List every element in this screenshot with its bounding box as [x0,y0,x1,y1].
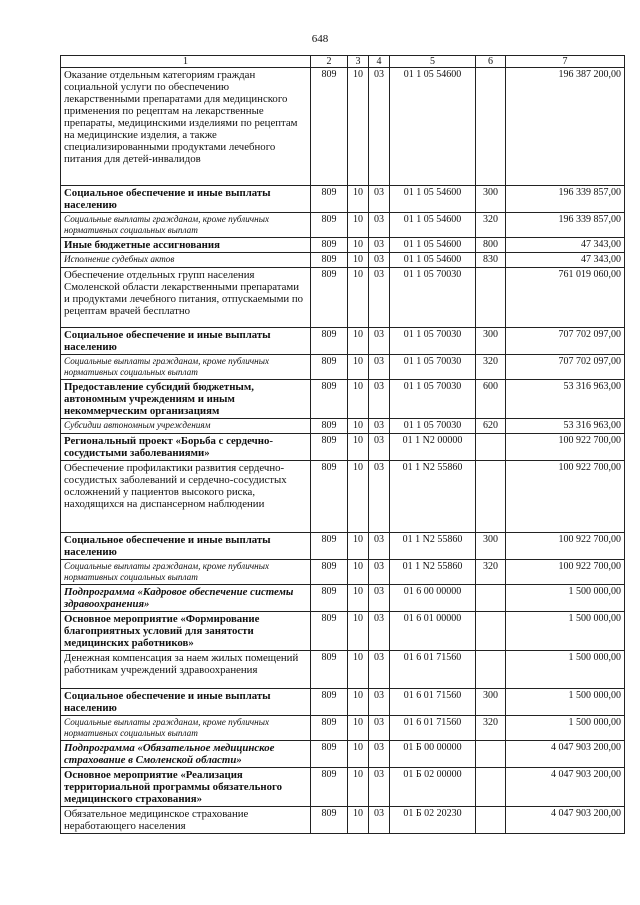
row-name-cell: Социальное обеспечение и иные выплаты населению [61,186,311,213]
ministry-code-cell: 809 [311,253,348,268]
row-name-cell: Основное мероприятие «Реализация территориальной программы обязательного медицинского страхования» [61,768,311,807]
row-name-cell: Исполнение судебных актов [61,253,311,268]
table-row [61,238,625,253]
table-row [61,355,625,380]
expense-type-cell: 300 [476,689,506,716]
expense-type-cell: 300 [476,533,506,560]
subsection-code-cell: 03 [369,716,390,741]
table-row [61,380,625,419]
row-name-cell: Денежная компенсация за наем жилых помещений работникам учреждений здравоохранения [61,651,311,689]
expense-type-cell: 800 [476,238,506,253]
budget-table [60,55,625,834]
ministry-code-cell: 809 [311,355,348,380]
target-article-cell: 01 1 05 70030 [390,328,476,355]
amount-cell: 707 702 097,00 [506,355,625,380]
amount-cell: 1 500 000,00 [506,651,625,689]
column-header: 2 [311,56,348,68]
row-name-cell: Социальное обеспечение и иные выплаты населению [61,533,311,560]
subsection-code-cell: 03 [369,612,390,651]
row-name-cell: Обязательное медицинское страхование неработающего населения [61,807,311,834]
subsection-code-cell: 03 [369,741,390,768]
ministry-code-cell: 809 [311,768,348,807]
target-article-cell: 01 1 05 54600 [390,238,476,253]
row-name-cell: Иные бюджетные ассигнования [61,238,311,253]
subsection-code-cell: 03 [369,689,390,716]
section-code-cell: 10 [348,380,369,419]
column-header: 4 [369,56,390,68]
table-row [61,419,625,434]
ministry-code-cell: 809 [311,560,348,585]
amount-cell: 1 500 000,00 [506,689,625,716]
table-row [61,585,625,612]
expense-type-cell: 320 [476,355,506,380]
section-code-cell: 10 [348,741,369,768]
row-name-cell: Региональный проект «Борьба с сердечно-сосудистыми заболеваниями» [61,434,311,461]
section-code-cell: 10 [348,807,369,834]
row-name-cell: Предоставление субсидий бюджетным, автономным учреждениям и иным некоммерческим организациям [61,380,311,419]
expense-type-cell [476,434,506,461]
amount-cell: 53 316 963,00 [506,380,625,419]
section-code-cell: 10 [348,186,369,213]
ministry-code-cell: 809 [311,741,348,768]
target-article-cell: 01 1 05 54600 [390,68,476,186]
section-code-cell: 10 [348,213,369,238]
subsection-code-cell: 03 [369,807,390,834]
ministry-code-cell: 809 [311,419,348,434]
expense-type-cell [476,768,506,807]
column-header: 7 [506,56,625,68]
amount-cell: 100 922 700,00 [506,560,625,585]
table-row [61,328,625,355]
column-header: 5 [390,56,476,68]
subsection-code-cell: 03 [369,380,390,419]
target-article-cell: 01 Б 02 20230 [390,807,476,834]
section-code-cell: 10 [348,355,369,380]
amount-cell: 53 316 963,00 [506,419,625,434]
section-code-cell: 10 [348,68,369,186]
subsection-code-cell: 03 [369,355,390,380]
ministry-code-cell: 809 [311,434,348,461]
target-article-cell: 01 1 N2 55860 [390,533,476,560]
table-row [61,768,625,807]
expense-type-cell [476,612,506,651]
column-header: 3 [348,56,369,68]
amount-cell: 761 019 060,00 [506,268,625,328]
subsection-code-cell: 03 [369,585,390,612]
table-row [61,533,625,560]
table-row [61,253,625,268]
subsection-code-cell: 03 [369,461,390,533]
ministry-code-cell: 809 [311,68,348,186]
amount-cell: 196 339 857,00 [506,186,625,213]
row-name-cell: Социальное обеспечение и иные выплаты населению [61,328,311,355]
section-code-cell: 10 [348,768,369,807]
expense-type-cell [476,585,506,612]
amount-cell: 47 343,00 [506,253,625,268]
ministry-code-cell: 809 [311,807,348,834]
ministry-code-cell: 809 [311,268,348,328]
target-article-cell: 01 1 05 70030 [390,355,476,380]
ministry-code-cell: 809 [311,186,348,213]
target-article-cell: 01 1 05 70030 [390,268,476,328]
ministry-code-cell: 809 [311,380,348,419]
expense-type-cell [476,741,506,768]
row-name-cell: Субсидии автономным учреждениям [61,419,311,434]
section-code-cell: 10 [348,716,369,741]
section-code-cell: 10 [348,419,369,434]
ministry-code-cell: 809 [311,612,348,651]
target-article-cell: 01 1 05 70030 [390,380,476,419]
table-row [61,689,625,716]
page-number: 648 [311,33,329,45]
row-name-cell: Основное мероприятие «Формирование благоприятных условий для занятости медицинских работников» [61,612,311,651]
subsection-code-cell: 03 [369,328,390,355]
subsection-code-cell: 03 [369,434,390,461]
ministry-code-cell: 809 [311,238,348,253]
subsection-code-cell: 03 [369,651,390,689]
expense-type-cell: 620 [476,419,506,434]
row-name-cell: Социальные выплаты гражданам, кроме публичных нормативных социальных выплат [61,213,311,238]
row-name-cell: Оказание отдельным категориям граждан социальной услуги по обеспечению лекарственными препаратами для медицинского применения по рецептам на лекарственные препараты, медицинскими изделиями по рецептам на медицинские изделия, а также специализированными продуктами лечебного питания для детей-инвалидов [61,68,311,186]
section-code-cell: 10 [348,533,369,560]
amount-cell: 100 922 700,00 [506,434,625,461]
section-code-cell: 10 [348,461,369,533]
table-row [61,461,625,533]
header-row [61,56,625,68]
expense-type-cell: 320 [476,213,506,238]
row-name-cell: Социальные выплаты гражданам, кроме публичных нормативных социальных выплат [61,355,311,380]
amount-cell: 100 922 700,00 [506,461,625,533]
ministry-code-cell: 809 [311,716,348,741]
table-row [61,68,625,186]
ministry-code-cell: 809 [311,461,348,533]
section-code-cell: 10 [348,268,369,328]
column-header: 6 [476,56,506,68]
target-article-cell: 01 1 N2 00000 [390,434,476,461]
subsection-code-cell: 03 [369,268,390,328]
target-article-cell: 01 1 05 54600 [390,186,476,213]
amount-cell: 4 047 903 200,00 [506,768,625,807]
table-row [61,434,625,461]
ministry-code-cell: 809 [311,328,348,355]
table-row [61,741,625,768]
subsection-code-cell: 03 [369,253,390,268]
row-name-cell: Подпрограмма «Кадровое обеспечение системы здравоохранения» [61,585,311,612]
section-code-cell: 10 [348,689,369,716]
section-code-cell: 10 [348,238,369,253]
table-row [61,186,625,213]
target-article-cell: 01 1 05 70030 [390,419,476,434]
ministry-code-cell: 809 [311,689,348,716]
expense-type-cell: 830 [476,253,506,268]
section-code-cell: 10 [348,560,369,585]
expense-type-cell: 320 [476,560,506,585]
table-row [61,268,625,328]
amount-cell: 47 343,00 [506,238,625,253]
expense-type-cell [476,807,506,834]
subsection-code-cell: 03 [369,238,390,253]
expense-type-cell: 320 [476,716,506,741]
expense-type-cell: 600 [476,380,506,419]
table-row [61,612,625,651]
table-row [61,213,625,238]
amount-cell: 1 500 000,00 [506,612,625,651]
expense-type-cell [476,68,506,186]
expense-type-cell: 300 [476,186,506,213]
target-article-cell: 01 6 01 00000 [390,612,476,651]
ministry-code-cell: 809 [311,533,348,560]
section-code-cell: 10 [348,434,369,461]
amount-cell: 1 500 000,00 [506,716,625,741]
section-code-cell: 10 [348,585,369,612]
table-row [61,716,625,741]
table-row [61,807,625,834]
ministry-code-cell: 809 [311,651,348,689]
subsection-code-cell: 03 [369,768,390,807]
expense-type-cell [476,268,506,328]
table-row [61,560,625,585]
expense-type-cell [476,461,506,533]
amount-cell: 196 339 857,00 [506,213,625,238]
amount-cell: 1 500 000,00 [506,585,625,612]
section-code-cell: 10 [348,612,369,651]
target-article-cell: 01 6 01 71560 [390,716,476,741]
amount-cell: 4 047 903 200,00 [506,741,625,768]
expense-type-cell [476,651,506,689]
section-code-cell: 10 [348,253,369,268]
amount-cell: 707 702 097,00 [506,328,625,355]
amount-cell: 4 047 903 200,00 [506,807,625,834]
subsection-code-cell: 03 [369,533,390,560]
target-article-cell: 01 1 N2 55860 [390,560,476,585]
target-article-cell: 01 6 00 00000 [390,585,476,612]
row-name-cell: Обеспечение профилактики развития сердечно-сосудистых заболеваний и сердечно-сосудистых осложнений у пациентов высокого риска, находящихся на диспансерном наблюдении [61,461,311,533]
target-article-cell: 01 1 05 54600 [390,213,476,238]
column-header: 1 [61,56,311,68]
target-article-cell: 01 6 01 71560 [390,651,476,689]
target-article-cell: 01 Б 00 00000 [390,741,476,768]
row-name-cell: Социальные выплаты гражданам, кроме публичных нормативных социальных выплат [61,716,311,741]
amount-cell: 196 387 200,00 [506,68,625,186]
ministry-code-cell: 809 [311,213,348,238]
subsection-code-cell: 03 [369,419,390,434]
subsection-code-cell: 03 [369,186,390,213]
section-code-cell: 10 [348,651,369,689]
expense-type-cell: 300 [476,328,506,355]
section-code-cell: 10 [348,328,369,355]
subsection-code-cell: 03 [369,560,390,585]
target-article-cell: 01 1 N2 55860 [390,461,476,533]
target-article-cell: 01 1 05 54600 [390,253,476,268]
target-article-cell: 01 Б 02 00000 [390,768,476,807]
amount-cell: 100 922 700,00 [506,533,625,560]
subsection-code-cell: 03 [369,68,390,186]
table-row [61,651,625,689]
row-name-cell: Социальные выплаты гражданам, кроме публичных нормативных социальных выплат [61,560,311,585]
row-name-cell: Подпрограмма «Обязательное медицинское страхование в Смоленской области» [61,741,311,768]
subsection-code-cell: 03 [369,213,390,238]
ministry-code-cell: 809 [311,585,348,612]
target-article-cell: 01 6 01 71560 [390,689,476,716]
row-name-cell: Обеспечение отдельных групп населения Смоленской области лекарственными препаратами и продуктами лечебного питания, отпускаемыми по рецептам врачей бесплатно [61,268,311,328]
row-name-cell: Социальное обеспечение и иные выплаты населению [61,689,311,716]
